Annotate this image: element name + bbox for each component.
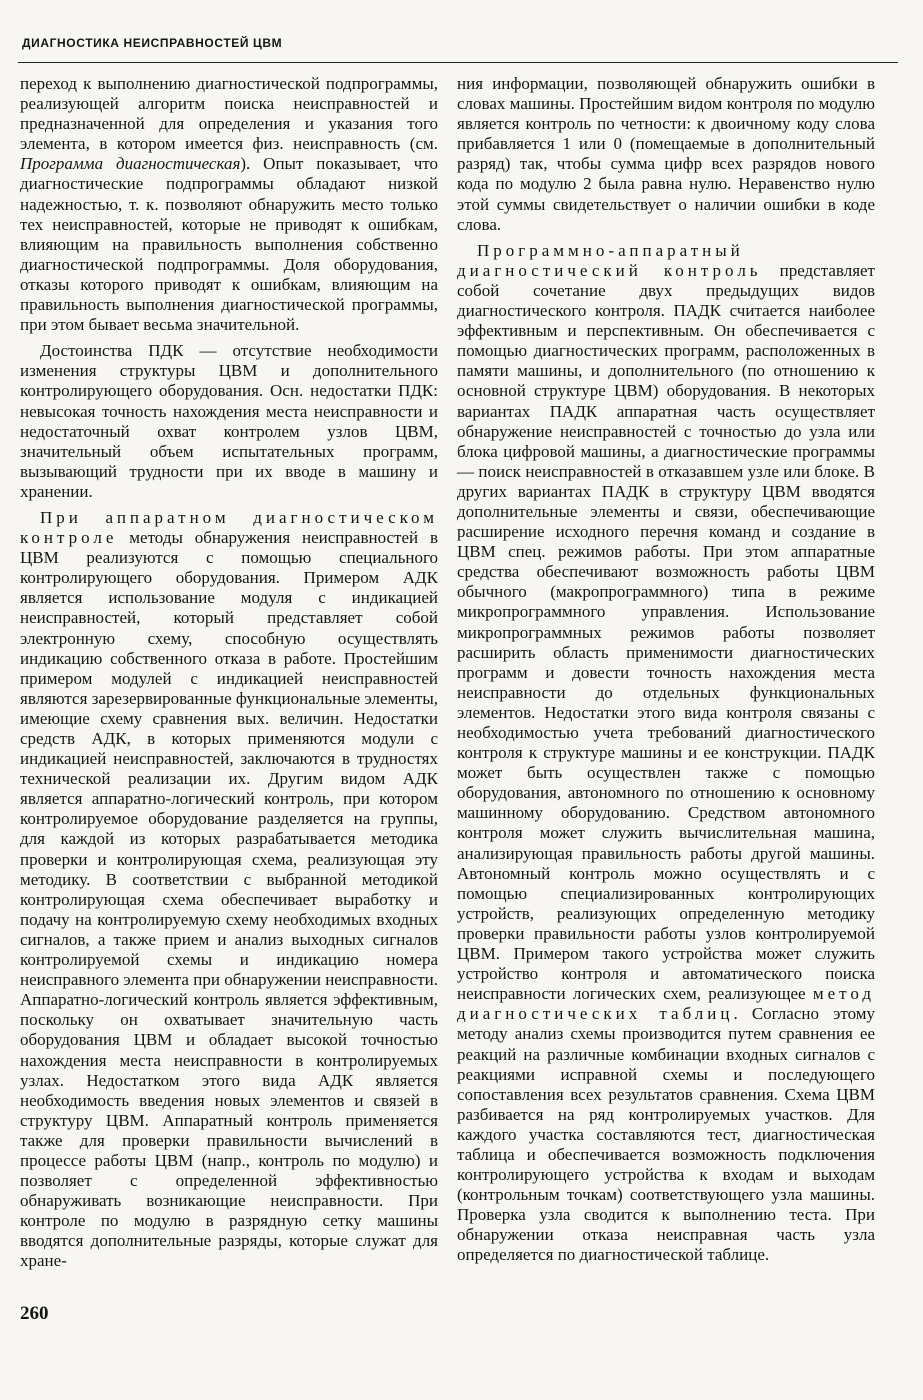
paragraph <box>20 508 438 1272</box>
right-column <box>457 74 875 1272</box>
text: ния информации, позволяющей обнаружить ошибки в словах машины. Простейшим видом контроля по модулю является контроль по четности: к двоичному коду слова прибавляется 1 или 0 (помещаемые в дополнительный разряд) так, чтобы сумма цифр всех разрядов нового кода по модулю 2 была равна нулю. Неравенство нулю этой суммы свидетельствует о наличии ошибки в коде слова. <box>457 74 875 234</box>
spaced-term: метод диагностических таблиц <box>457 984 876 1024</box>
text: переход к выполнению диагностической подпрограммы, реализующей алгоритм поиска неисправностей и предназначенной для определения и указания того элемента, в котором имеется физ. неисправность (см. <box>20 74 438 154</box>
spaced-term: Программно-аппаратный диагностический контроль <box>457 240 762 280</box>
paragraph <box>20 341 438 502</box>
cross-reference: Программа диагностическая <box>20 154 241 174</box>
text: представляет собой сочетание двух предыдущих видов диагностического контроля. ПАДК считается наиболее эффективным и перспективным. Он обеспечивается с помощью диагностических программ, расположенных в памяти машины, и дополнительного (по отношению к основной структуре ЦВМ) оборудования. В некоторых вариантах ПАДК аппаратная часть осуществляет обнаружение неисправностей с точностью до узла или блока цифровой машины, а диагностические программы — поиск неисправностей в отказавшем узле или блоке. В других вариантах ПАДК в структуру ЦВМ вводятся дополнительные элементы и связи, обеспечивающие расширение исходного перечня команд и создание в ЦВМ спец. режимов работы. При этом аппаратные средства обеспечивают возможность работы ЦВМ обычного (макропрограммного) типа в режиме микропрограммного управления. Использование микропрограммных режимов работы позволяет расширить область применимости диагностических программ и довести точность нахождения места неисправности до отдельных функциональных элементов. Недостатки этого вида контроля связаны с необходимостью учета требований диагностического контроля к структуре машины и ее конструкции. ПАДК может быть осуществлен также с помощью оборудования, автономного по отношению к основному машинному оборудованию. Средством автономного контроля может служить вычислительная машина, анализирующая правильность работы другой машины. Автономный контроль можно осуществлять и с помощью специализированных контролирующих устройств, реализующих определенную методику проверки правильности работы узлов контролируемой ЦВМ. Примером такого устройства может служить устройство контроля и автоматического поиска неисправности логических схем, реализующее <box>457 260 875 1004</box>
text: методы обнаружения неисправностей в ЦВМ реализуются с помощью специального контролирующего оборудования. Примером АДК является использование модуля с индикацией неисправностей, который представляет собой электронную схему, способную осуществлять индикацию собственного отказа в работе. Простейшим примером модулей с индикацией неисправностей являются зарезервированные функциональные элементы, имеющие схему сравнения вых. величин. Недостатки средств АДК, в которых применяются модули с индикацией неисправностей, заключаются в трудностях технической реализации их. Другим видом АДК является аппаратно-логический контроль, при котором контролируемое оборудование разделяется на группы, для каждой из которых разрабатывается методика проверки и контролирующая схема, реализующая эту методику. В соответствии с выбранной методикой контролирующая схема обеспечивает выработку и подачу на контролируемую схему необходимых входных сигналов, а также прием и анализ выходных сигналов контролируемой схемы и индикацию номера неисправного элемента при обнаружении неисправности. Аппаратно-логический контроль является эффективным, поскольку он охватывает значительную часть оборудования ЦВМ и обладает высокой точностью нахождения места неисправности в контролируемых узлах. Недостатком этого вида АДК является необходимость введения новых элементов и связей в структуру ЦВМ. Аппаратный контроль применяется также для проверки правильности вычислений в процессе работы ЦВМ (напр., контроль по модулю) и позволяет с определенной эффективностью обнаруживать возникающие неисправности. При контроле по модулю в разрядную сетку машины вводятся дополнительные разряды, которые служат для хране- <box>20 528 439 1271</box>
header-rule <box>18 62 898 63</box>
running-title: ДИАГНОСТИКА НЕИСПРАВНОСТЕЙ ЦВМ <box>22 36 283 50</box>
paragraph <box>457 241 875 1266</box>
spaced-term: При аппаратном диагностическом контроле <box>20 507 438 548</box>
page-number: 260 <box>20 1303 49 1324</box>
text: ). Опыт показывает, что диагностические подпрограммы обладают низкой надежностью, т. к. позволяют обнаружить место только тех неисправностей, которые не приводят к ошибкам, влияющим на правильность выполнения собственно диагностической подпрограммы. Доля оборудования, отказы которого приводят к ошибкам, влияющим на правильность выполнения диагностической программы, при этом бывает весьма значительной. <box>20 154 438 335</box>
left-column <box>20 74 438 1278</box>
text: Достоинства ПДК — отсутствие необходимости изменения структуры ЦВМ и дополнительного контролирующего оборудования. Осн. недостатки ПДК: невысокая точность нахождения места неисправности и недостаточный охват контролем узлов ЦВМ, значительный объем испытательных программ, вызывающий трудности при их вводе в машину и хранении. <box>20 341 438 501</box>
text: . Согласно этому методу анализ схемы производится путем сравнения ее реакций на различные комбинации входных сигналов с реакциями исправной схемы и последующего сопоставления всех результатов сравнения. Схема ЦВМ разбивается на ряд контролируемых участков. Для каждого участка составляются тест, диагностическая таблица и обеспечивается возможность подключения контролирующего устройства к входам и выходам (контрольным точкам) соответствующего узла машины. Проверка узла сводится к выполнению теста. При обнаружении отказа неисправная часть узла определяется по диагностической таблице. <box>457 1004 875 1265</box>
paragraph <box>457 74 875 235</box>
paragraph <box>20 74 438 335</box>
